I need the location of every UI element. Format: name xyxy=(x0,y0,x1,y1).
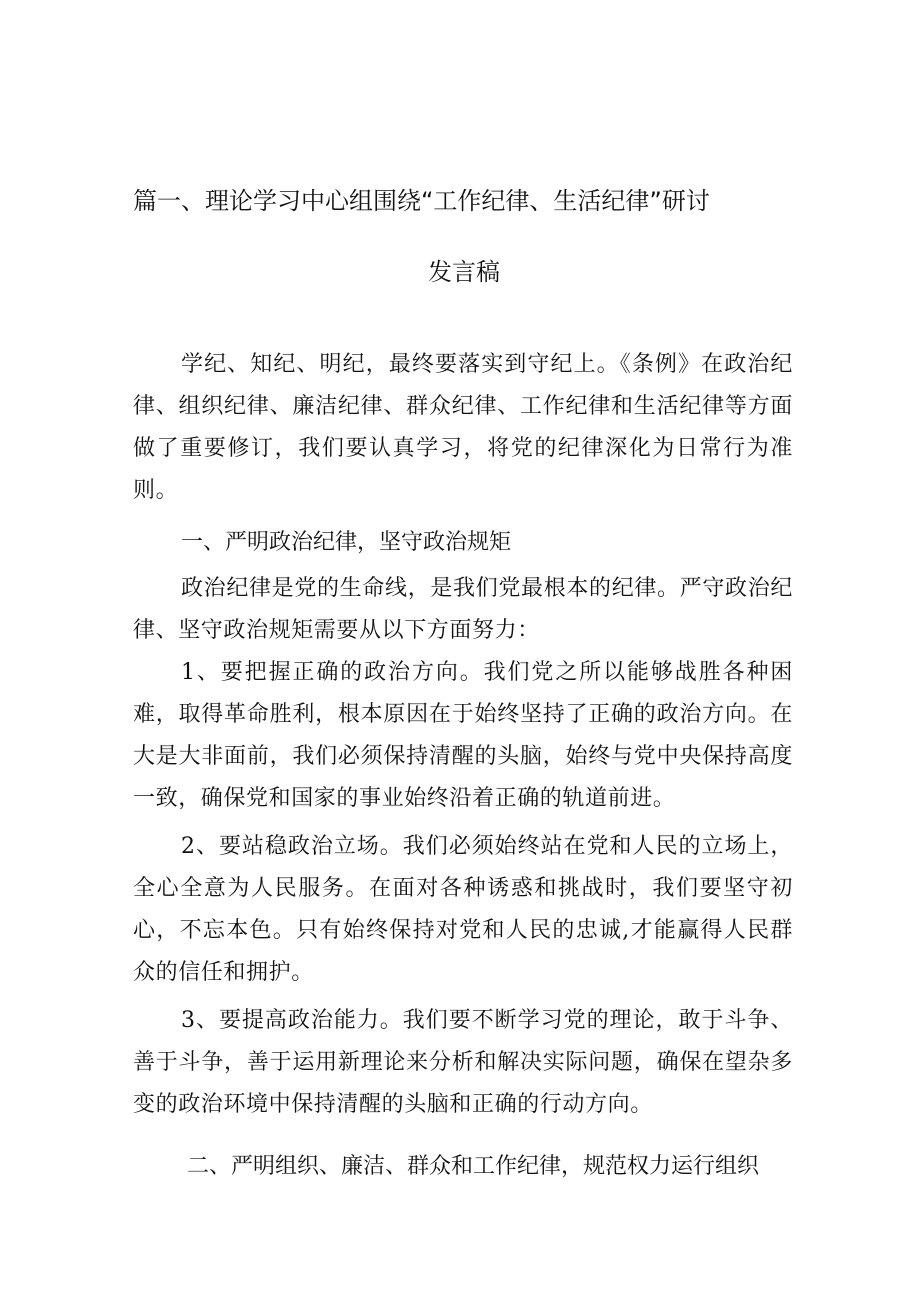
document-title-line-1: 篇一、理论学习中心组围绕“工作纪律、生活纪律”研讨 xyxy=(133,187,710,215)
section-1-heading: 一、严明政治纪律，坚守政治规矩 xyxy=(181,530,512,555)
section-1-paragraph-3: 2、要站稳政治立场。我们必须始终站在党和人民的立场上，全心全意为人民服务。在面对各种诱惑和挑战时，我们要坚守初心，不忘本色。只有始终保持对党和人民的忠诚,才能赢得人民群众的信任和拥护。 xyxy=(133,834,793,985)
section-1-paragraph-1: 政治纪律是党的生命线，是我们党最根本的纪律。严守政治纪律、坚守政治规矩需要从以下方面努力： xyxy=(133,576,793,643)
intro-paragraph: 学纪、知纪、明纪，最终要落实到守纪上。《条例》在政治纪律、组织纪律、廉洁纪律、群众纪律、工作纪律和生活纪律等方面做了重要修订，我们要认真学习，将党的纪律深化为日常行为准则。 xyxy=(133,352,793,503)
section-2-heading: 二、严明组织、廉洁、群众和工作纪律，规范权力运行组织 xyxy=(187,1154,760,1179)
section-1-paragraph-2: 1、要把握正确的政治方向。我们党之所以能够战胜各种困难，取得革命胜利，根本原因在于始终坚持了正确的政治方向。在大是大非面前，我们必须保持清醒的头脑，始终与党中央保持高度一致，确保党和国家的事业始终沿着正确的轨道前进。 xyxy=(133,660,793,811)
document-title-line-2: 发言稿 xyxy=(428,258,500,286)
section-1-paragraph-4: 3、要提高政治能力。我们要不断学习党的理论，敢于斗争、善于斗争，善于运用新理论来分析和解决实际问题，确保在望杂多变的政治环境中保持清醒的头脑和正确的行动方向。 xyxy=(133,1008,793,1117)
